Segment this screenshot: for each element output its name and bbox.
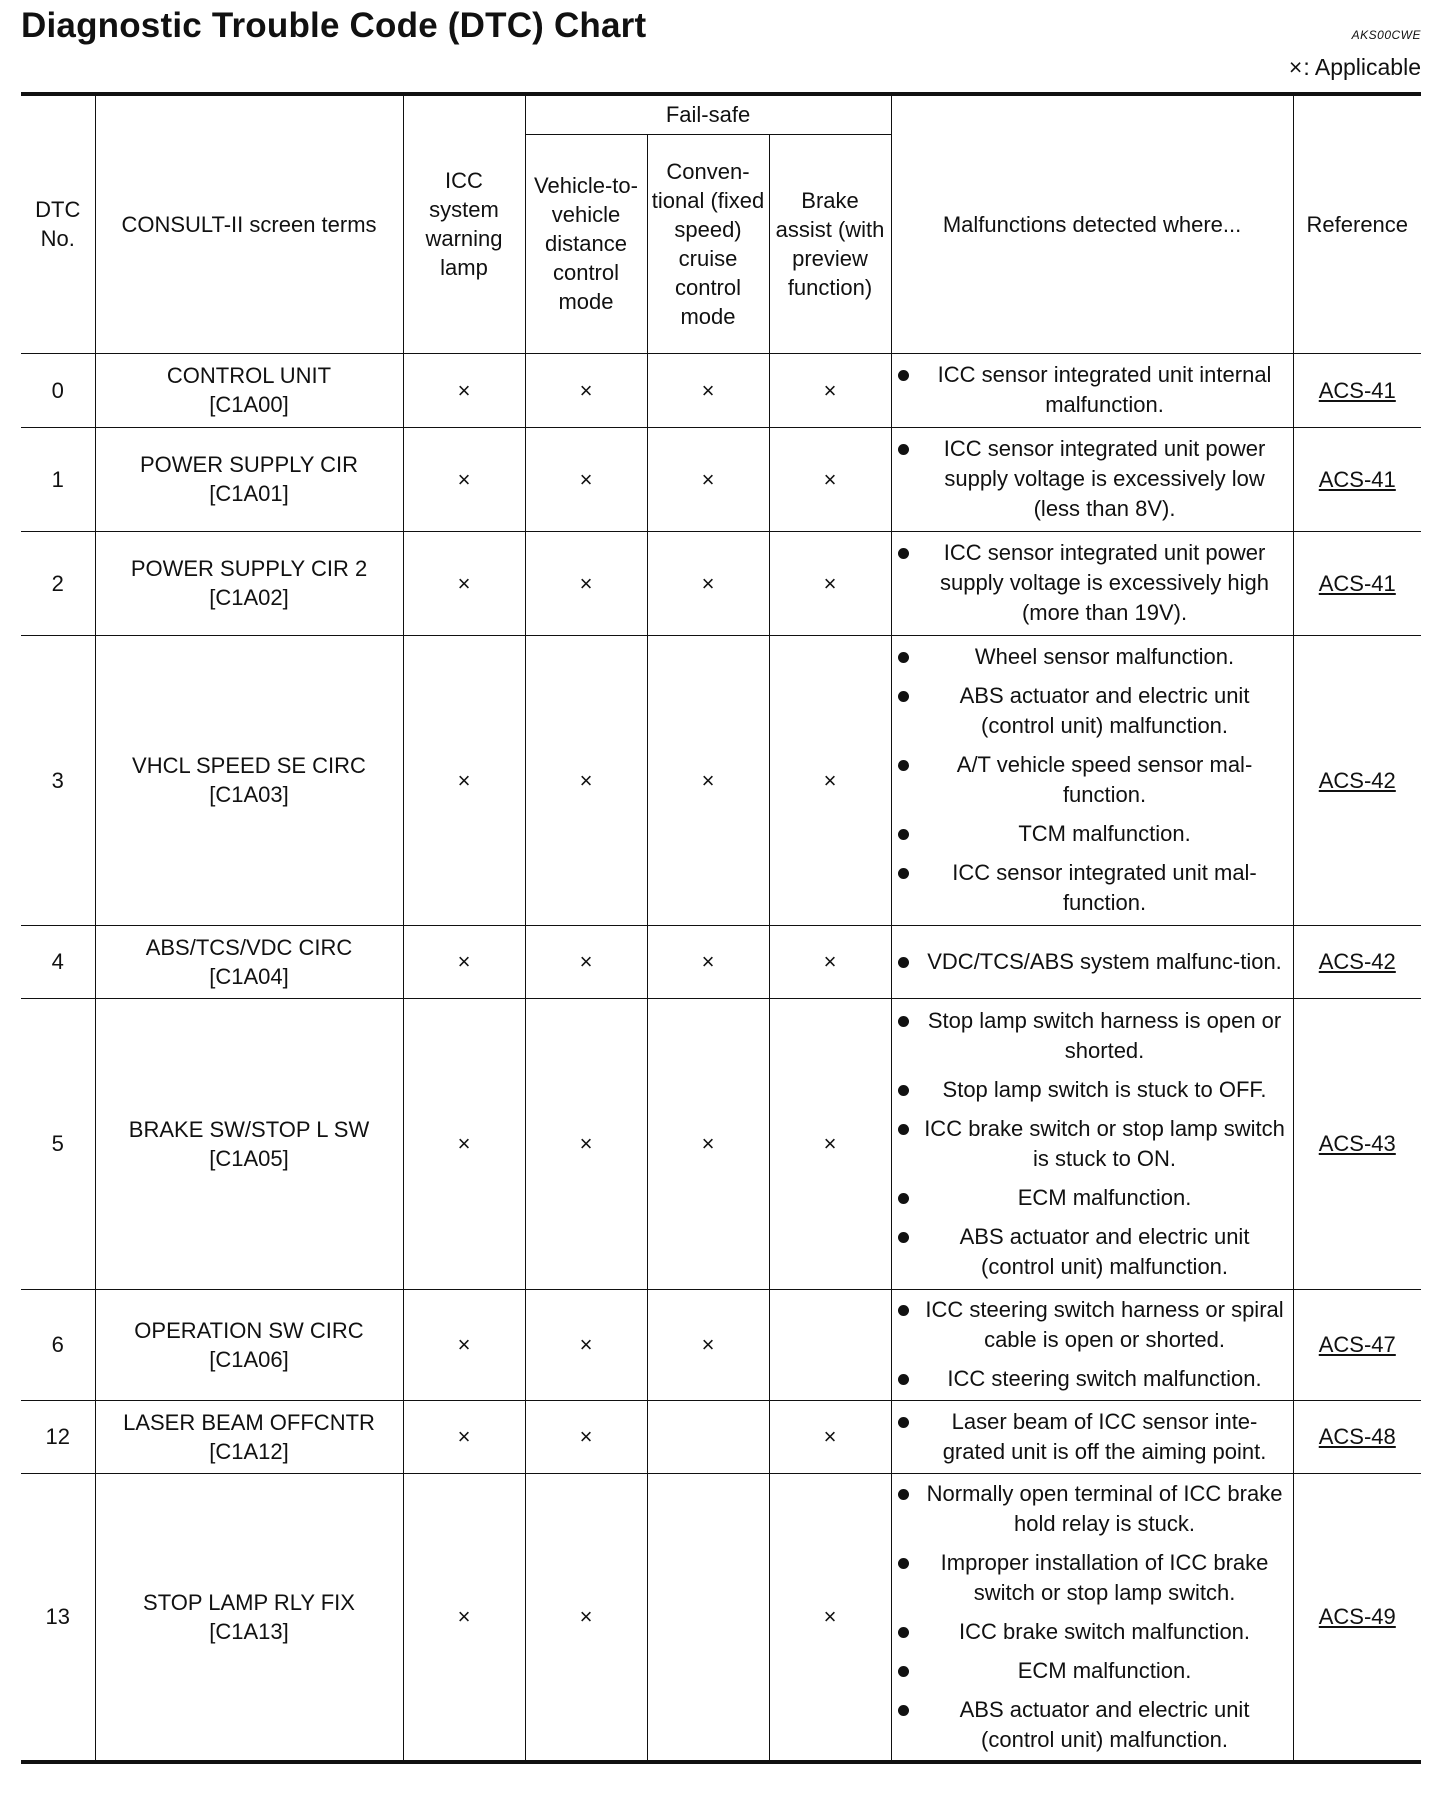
document-id: AKS00CWE	[1351, 28, 1421, 42]
reference-link[interactable]: ACS-47	[1318, 1332, 1396, 1357]
dtc-row	[21, 427, 1421, 531]
page-title: Diagnostic Trouble Code (DTC) Chart	[21, 6, 647, 45]
reference-link[interactable]: ACS-41	[1318, 570, 1396, 596]
malfunctions-cell	[891, 427, 1293, 531]
malfunction-list	[896, 360, 1289, 420]
consult-screen-term	[95, 1473, 403, 1762]
applicable-mark-symbol: ×	[1288, 54, 1303, 80]
malfunction-list	[896, 1295, 1289, 1394]
v2v-mode-applicable: ×	[525, 1289, 647, 1400]
legend	[1289, 54, 1421, 81]
header-fail-safe: Fail-safe	[525, 94, 891, 134]
header-vehicle-to-vehicle-mode: Vehicle-to-vehicle distance control mode	[525, 134, 647, 353]
header-icc-warning-lamp: ICC system warning lamp	[403, 94, 525, 353]
reference-cell	[1293, 531, 1421, 635]
malfunction-item: ABS actuator and electric unit (control unit) malfunction.	[896, 1695, 1289, 1755]
v2v-mode-applicable: ×	[525, 998, 647, 1289]
consult-term-name: VHCL SPEED SE CIRC	[132, 753, 366, 778]
consult-term-code: [C1A13]	[209, 1618, 289, 1644]
reference-cell	[1293, 427, 1421, 531]
malfunctions-cell	[891, 1473, 1293, 1762]
icc-lamp-applicable: ×	[403, 427, 525, 531]
conventional-mode-applicable	[647, 1400, 769, 1473]
reference-link[interactable]: ACS-42	[1318, 767, 1396, 793]
malfunction-item: Laser beam of ICC sensor inte-grated unit is off the aiming point.	[896, 1407, 1289, 1467]
dtc-row	[21, 1473, 1421, 1762]
dtc-row	[21, 635, 1421, 925]
malfunction-list	[896, 538, 1289, 628]
malfunction-item: ICC sensor integrated unit internal malfunction.	[896, 360, 1289, 420]
consult-term-name: CONTROL UNIT	[166, 363, 332, 388]
brake-assist-applicable: ×	[769, 635, 891, 925]
conventional-mode-applicable: ×	[647, 998, 769, 1289]
consult-screen-term	[95, 1289, 403, 1400]
header-malfunctions: Malfunctions detected where...	[891, 94, 1293, 353]
icc-lamp-applicable: ×	[403, 1400, 525, 1473]
consult-screen-term	[95, 1400, 403, 1473]
consult-term-code: [C1A02]	[209, 585, 289, 610]
malfunctions-cell	[891, 1400, 1293, 1473]
malfunction-item: ICC sensor integrated unit power supply voltage is excessively low (less than 8V).	[896, 434, 1289, 524]
malfunction-item: ICC sensor integrated unit mal-function.	[896, 858, 1289, 918]
malfunction-list	[896, 1006, 1289, 1282]
reference-cell	[1293, 635, 1421, 925]
brake-assist-applicable: ×	[769, 1473, 891, 1762]
conventional-mode-applicable: ×	[647, 925, 769, 998]
v2v-mode-applicable: ×	[525, 353, 647, 427]
consult-screen-term	[95, 427, 403, 531]
icc-lamp-applicable: ×	[403, 635, 525, 925]
reference-cell	[1293, 998, 1421, 1289]
brake-assist-applicable	[769, 1289, 891, 1400]
dtc-row	[21, 998, 1421, 1289]
brake-assist-applicable: ×	[769, 1400, 891, 1473]
v2v-mode-applicable: ×	[525, 531, 647, 635]
consult-term-code: [C1A01]	[209, 481, 289, 506]
header-reference: Reference	[1293, 94, 1421, 353]
brake-assist-applicable: ×	[769, 925, 891, 998]
dtc-number: 6	[21, 1289, 95, 1400]
consult-term-name: LASER BEAM OFFCNTR	[123, 1409, 375, 1435]
conventional-mode-applicable	[647, 1473, 769, 1762]
malfunction-list	[896, 1479, 1289, 1755]
malfunction-item: Wheel sensor malfunction.	[896, 642, 1289, 672]
malfunctions-cell	[891, 353, 1293, 427]
malfunction-item: A/T vehicle speed sensor mal-function.	[896, 750, 1289, 810]
icc-lamp-applicable: ×	[403, 353, 525, 427]
dtc-table-body	[21, 353, 1421, 1762]
malfunction-item: TCM malfunction.	[896, 819, 1289, 849]
consult-term-name: STOP LAMP RLY FIX	[143, 1589, 355, 1615]
consult-screen-term	[95, 531, 403, 635]
reference-link[interactable]: ACS-42	[1318, 949, 1396, 974]
consult-term-code: [C1A03]	[209, 782, 289, 807]
consult-screen-term	[95, 998, 403, 1289]
reference-link[interactable]: ACS-48	[1318, 1424, 1396, 1449]
dtc-row	[21, 1289, 1421, 1400]
dtc-number: 13	[21, 1473, 95, 1762]
conventional-mode-applicable: ×	[647, 531, 769, 635]
icc-lamp-applicable: ×	[403, 1473, 525, 1762]
consult-term-code: [C1A04]	[209, 963, 289, 989]
reference-cell	[1293, 925, 1421, 998]
consult-screen-term	[95, 925, 403, 998]
dtc-number: 3	[21, 635, 95, 925]
consult-term-name: POWER SUPPLY CIR 2	[130, 556, 368, 581]
v2v-mode-applicable: ×	[525, 427, 647, 531]
reference-link[interactable]: ACS-43	[1318, 1131, 1396, 1156]
consult-term-code: [C1A06]	[209, 1346, 289, 1372]
dtc-row	[21, 1400, 1421, 1473]
dtc-row	[21, 353, 1421, 427]
malfunction-item: ICC steering switch harness or spiral cable is open or shorted.	[896, 1295, 1289, 1355]
malfunction-item: ECM malfunction.	[896, 1656, 1289, 1686]
v2v-mode-applicable: ×	[525, 635, 647, 925]
malfunction-list	[896, 1407, 1289, 1467]
header-consult-terms: CONSULT-II screen terms	[95, 94, 403, 353]
header-brake-assist: Brake assist (with preview function)	[769, 134, 891, 353]
malfunction-item: ABS actuator and electric unit (control unit) malfunction.	[896, 1222, 1289, 1282]
malfunction-item: ICC steering switch malfunction.	[896, 1364, 1289, 1394]
conventional-mode-applicable: ×	[647, 427, 769, 531]
conventional-mode-applicable: ×	[647, 1289, 769, 1400]
reference-cell	[1293, 1289, 1421, 1400]
consult-term-name: ABS/TCS/VDC CIRC	[145, 934, 353, 960]
malfunction-item: Stop lamp switch harness is open or shorted.	[896, 1006, 1289, 1066]
dtc-number: 1	[21, 427, 95, 531]
consult-screen-term	[95, 353, 403, 427]
reference-link[interactable]: ACS-41	[1318, 466, 1396, 492]
consult-term-name: BRAKE SW/STOP L SW	[128, 1116, 370, 1142]
malfunction-item: ABS actuator and electric unit (control unit) malfunction.	[896, 681, 1289, 741]
malfunction-item: ECM malfunction.	[896, 1183, 1289, 1213]
v2v-mode-applicable: ×	[525, 1473, 647, 1762]
malfunctions-cell	[891, 998, 1293, 1289]
v2v-mode-applicable: ×	[525, 1400, 647, 1473]
malfunction-list	[896, 642, 1289, 918]
icc-lamp-applicable: ×	[403, 925, 525, 998]
conventional-mode-applicable: ×	[647, 353, 769, 427]
legend-text: : Applicable	[1303, 54, 1421, 80]
v2v-mode-applicable: ×	[525, 925, 647, 998]
consult-term-code: [C1A12]	[209, 1438, 289, 1464]
malfunction-item: Normally open terminal of ICC brake hold relay is stuck.	[896, 1479, 1289, 1539]
brake-assist-applicable: ×	[769, 531, 891, 635]
dtc-number: 4	[21, 925, 95, 998]
header-conventional-cruise-mode: Conven-tional (fixed speed) cruise control mode	[647, 134, 769, 353]
malfunction-list	[896, 947, 1289, 977]
consult-screen-term	[95, 635, 403, 925]
brake-assist-applicable: ×	[769, 427, 891, 531]
brake-assist-applicable: ×	[769, 353, 891, 427]
header-dtc-no: DTC No.	[21, 94, 95, 353]
dtc-chart-table	[21, 92, 1421, 1764]
dtc-number: 5	[21, 998, 95, 1289]
malfunction-list	[896, 434, 1289, 524]
malfunctions-cell	[891, 635, 1293, 925]
dtc-row	[21, 531, 1421, 635]
malfunction-item: Improper installation of ICC brake switch or stop lamp switch.	[896, 1548, 1289, 1608]
reference-link[interactable]: ACS-49	[1318, 1604, 1396, 1630]
consult-term-code: [C1A05]	[209, 1145, 289, 1171]
malfunction-item: ICC brake switch or stop lamp switch is stuck to ON.	[896, 1114, 1289, 1174]
dtc-row	[21, 925, 1421, 998]
brake-assist-applicable: ×	[769, 998, 891, 1289]
malfunction-item: Stop lamp switch is stuck to OFF.	[896, 1075, 1289, 1105]
icc-lamp-applicable: ×	[403, 531, 525, 635]
malfunctions-cell	[891, 925, 1293, 998]
dtc-number: 12	[21, 1400, 95, 1473]
dtc-number: 2	[21, 531, 95, 635]
malfunction-item: ICC sensor integrated unit power supply voltage is excessively high (more than 19V).	[896, 538, 1289, 628]
malfunctions-cell	[891, 1289, 1293, 1400]
conventional-mode-applicable: ×	[647, 635, 769, 925]
reference-link[interactable]: ACS-41	[1318, 377, 1396, 403]
malfunctions-cell	[891, 531, 1293, 635]
reference-cell	[1293, 1473, 1421, 1762]
malfunction-item: VDC/TCS/ABS system malfunc-tion.	[896, 947, 1289, 977]
reference-cell	[1293, 353, 1421, 427]
consult-term-name: OPERATION SW CIRC	[134, 1317, 364, 1343]
icc-lamp-applicable: ×	[403, 1289, 525, 1400]
consult-term-name: POWER SUPPLY CIR	[139, 452, 358, 477]
malfunction-item: ICC brake switch malfunction.	[896, 1617, 1289, 1647]
consult-term-code: [C1A00]	[209, 392, 289, 417]
icc-lamp-applicable: ×	[403, 998, 525, 1289]
reference-cell	[1293, 1400, 1421, 1473]
dtc-number: 0	[21, 353, 95, 427]
